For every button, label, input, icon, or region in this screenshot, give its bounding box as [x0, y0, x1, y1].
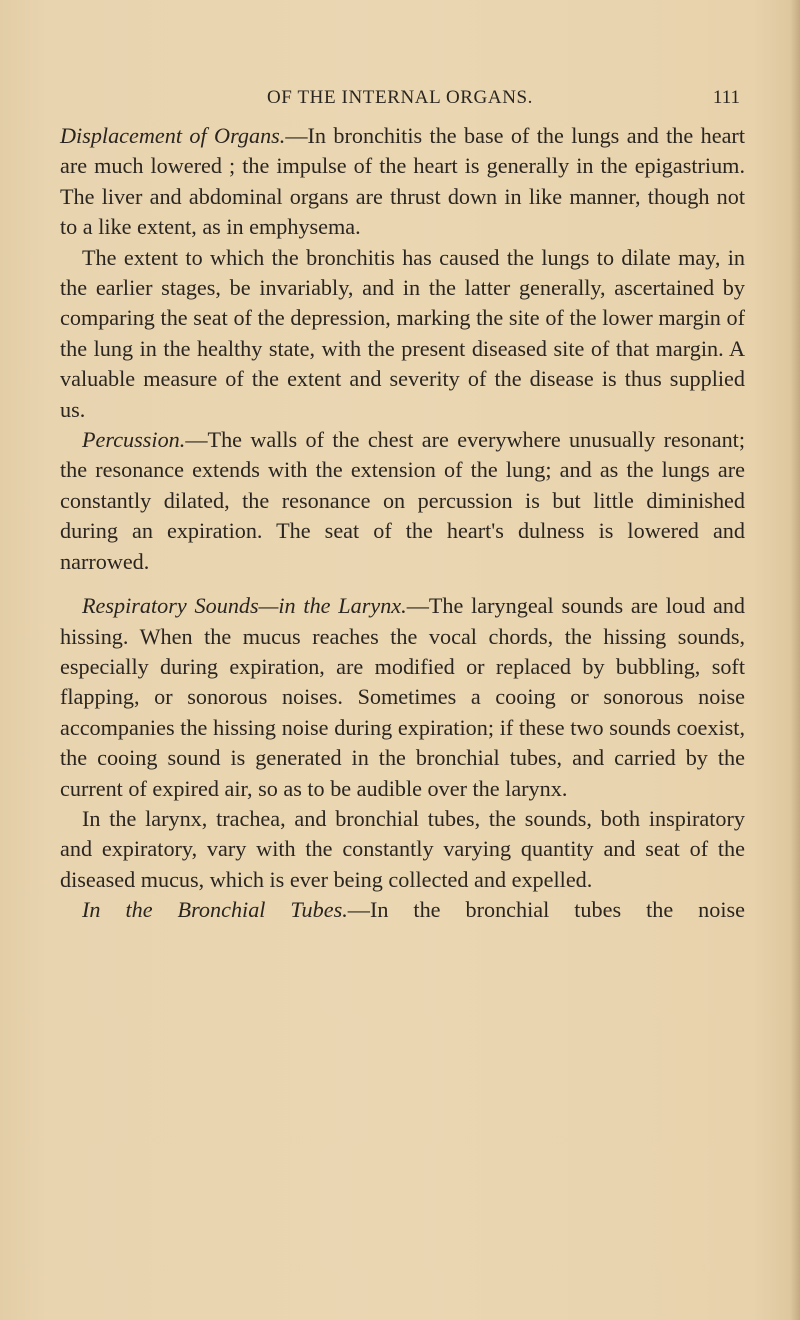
paragraph-respiratory-sounds: [60, 591, 745, 804]
paragraph-bronchial-tubes: [60, 895, 745, 925]
body-text: [60, 121, 745, 926]
page-edge-shadow: [790, 0, 800, 1320]
paragraph-displacement: [60, 121, 745, 243]
page-header: [60, 87, 740, 117]
paragraph-text: —The laryngeal sounds are loud and hissing. When the mucus reaches the vocal chords, the hissing sounds, especially during expiration, are modified or replaced by bubbling, soft flapping, or sonorous noises. Sometimes a cooing or sonorous noise accompanies the hissing noise during expiration; if these two sounds coexist, the cooing sound is generated in the bronchial tubes, and carried by the current of expired air, so as to be audible over the larynx.: [60, 593, 745, 801]
paragraph-text: —In the bronchial tubes the noise: [347, 897, 745, 923]
paragraph-text: —In bronchitis the base of the lungs and the heart are much lowered ; the impulse of the heart is generally in the epigastrium. The liver and abdominal organs are thrust down in like manner, though not to a like extent, as in emphysema.: [60, 123, 745, 240]
section-lead-displacement: Displacement of Organs.: [60, 123, 286, 148]
section-lead-respiratory: Respiratory Sounds—in the Larynx.: [82, 593, 407, 619]
paragraph-percussion: [60, 425, 745, 577]
page-number: 111: [712, 87, 740, 108]
paragraph-text: In the larynx, trachea, and bronchial tubes, the sounds, both inspiratory and expiratory, vary with the constantly varying quantity and seat of the diseased mucus, which is ever being collected and expelled.: [60, 805, 745, 892]
paragraph-text: —The walls of the chest are everywhere unusually resonant; the resonance extends with the extension of the lung; and as the lungs are constantly dilated, the resonance on percussion is but little diminished during an expiration. The seat of the heart's dulness is lowered and narrowed.: [60, 427, 745, 574]
paragraph-text: The extent to which the bronchitis has caused the lungs to dilate may, in the earlier stages, be invariably, and in the latter generally, ascertained by comparing the seat of the depression, marking the site of the lower margin of the lung in the healthy state, with the present diseased site of that margin. A valuable measure of the extent and severity of the disease is thus supplied us.: [60, 244, 745, 422]
running-head: OF THE INTERNAL ORGANS.: [266, 87, 534, 108]
section-lead-percussion: Percussion.: [82, 427, 186, 453]
paragraph-extent: [60, 243, 745, 425]
section-lead-bronchial: In the Bronchial Tubes.: [82, 897, 348, 923]
paragraph-larynx-trachea: [60, 804, 745, 895]
